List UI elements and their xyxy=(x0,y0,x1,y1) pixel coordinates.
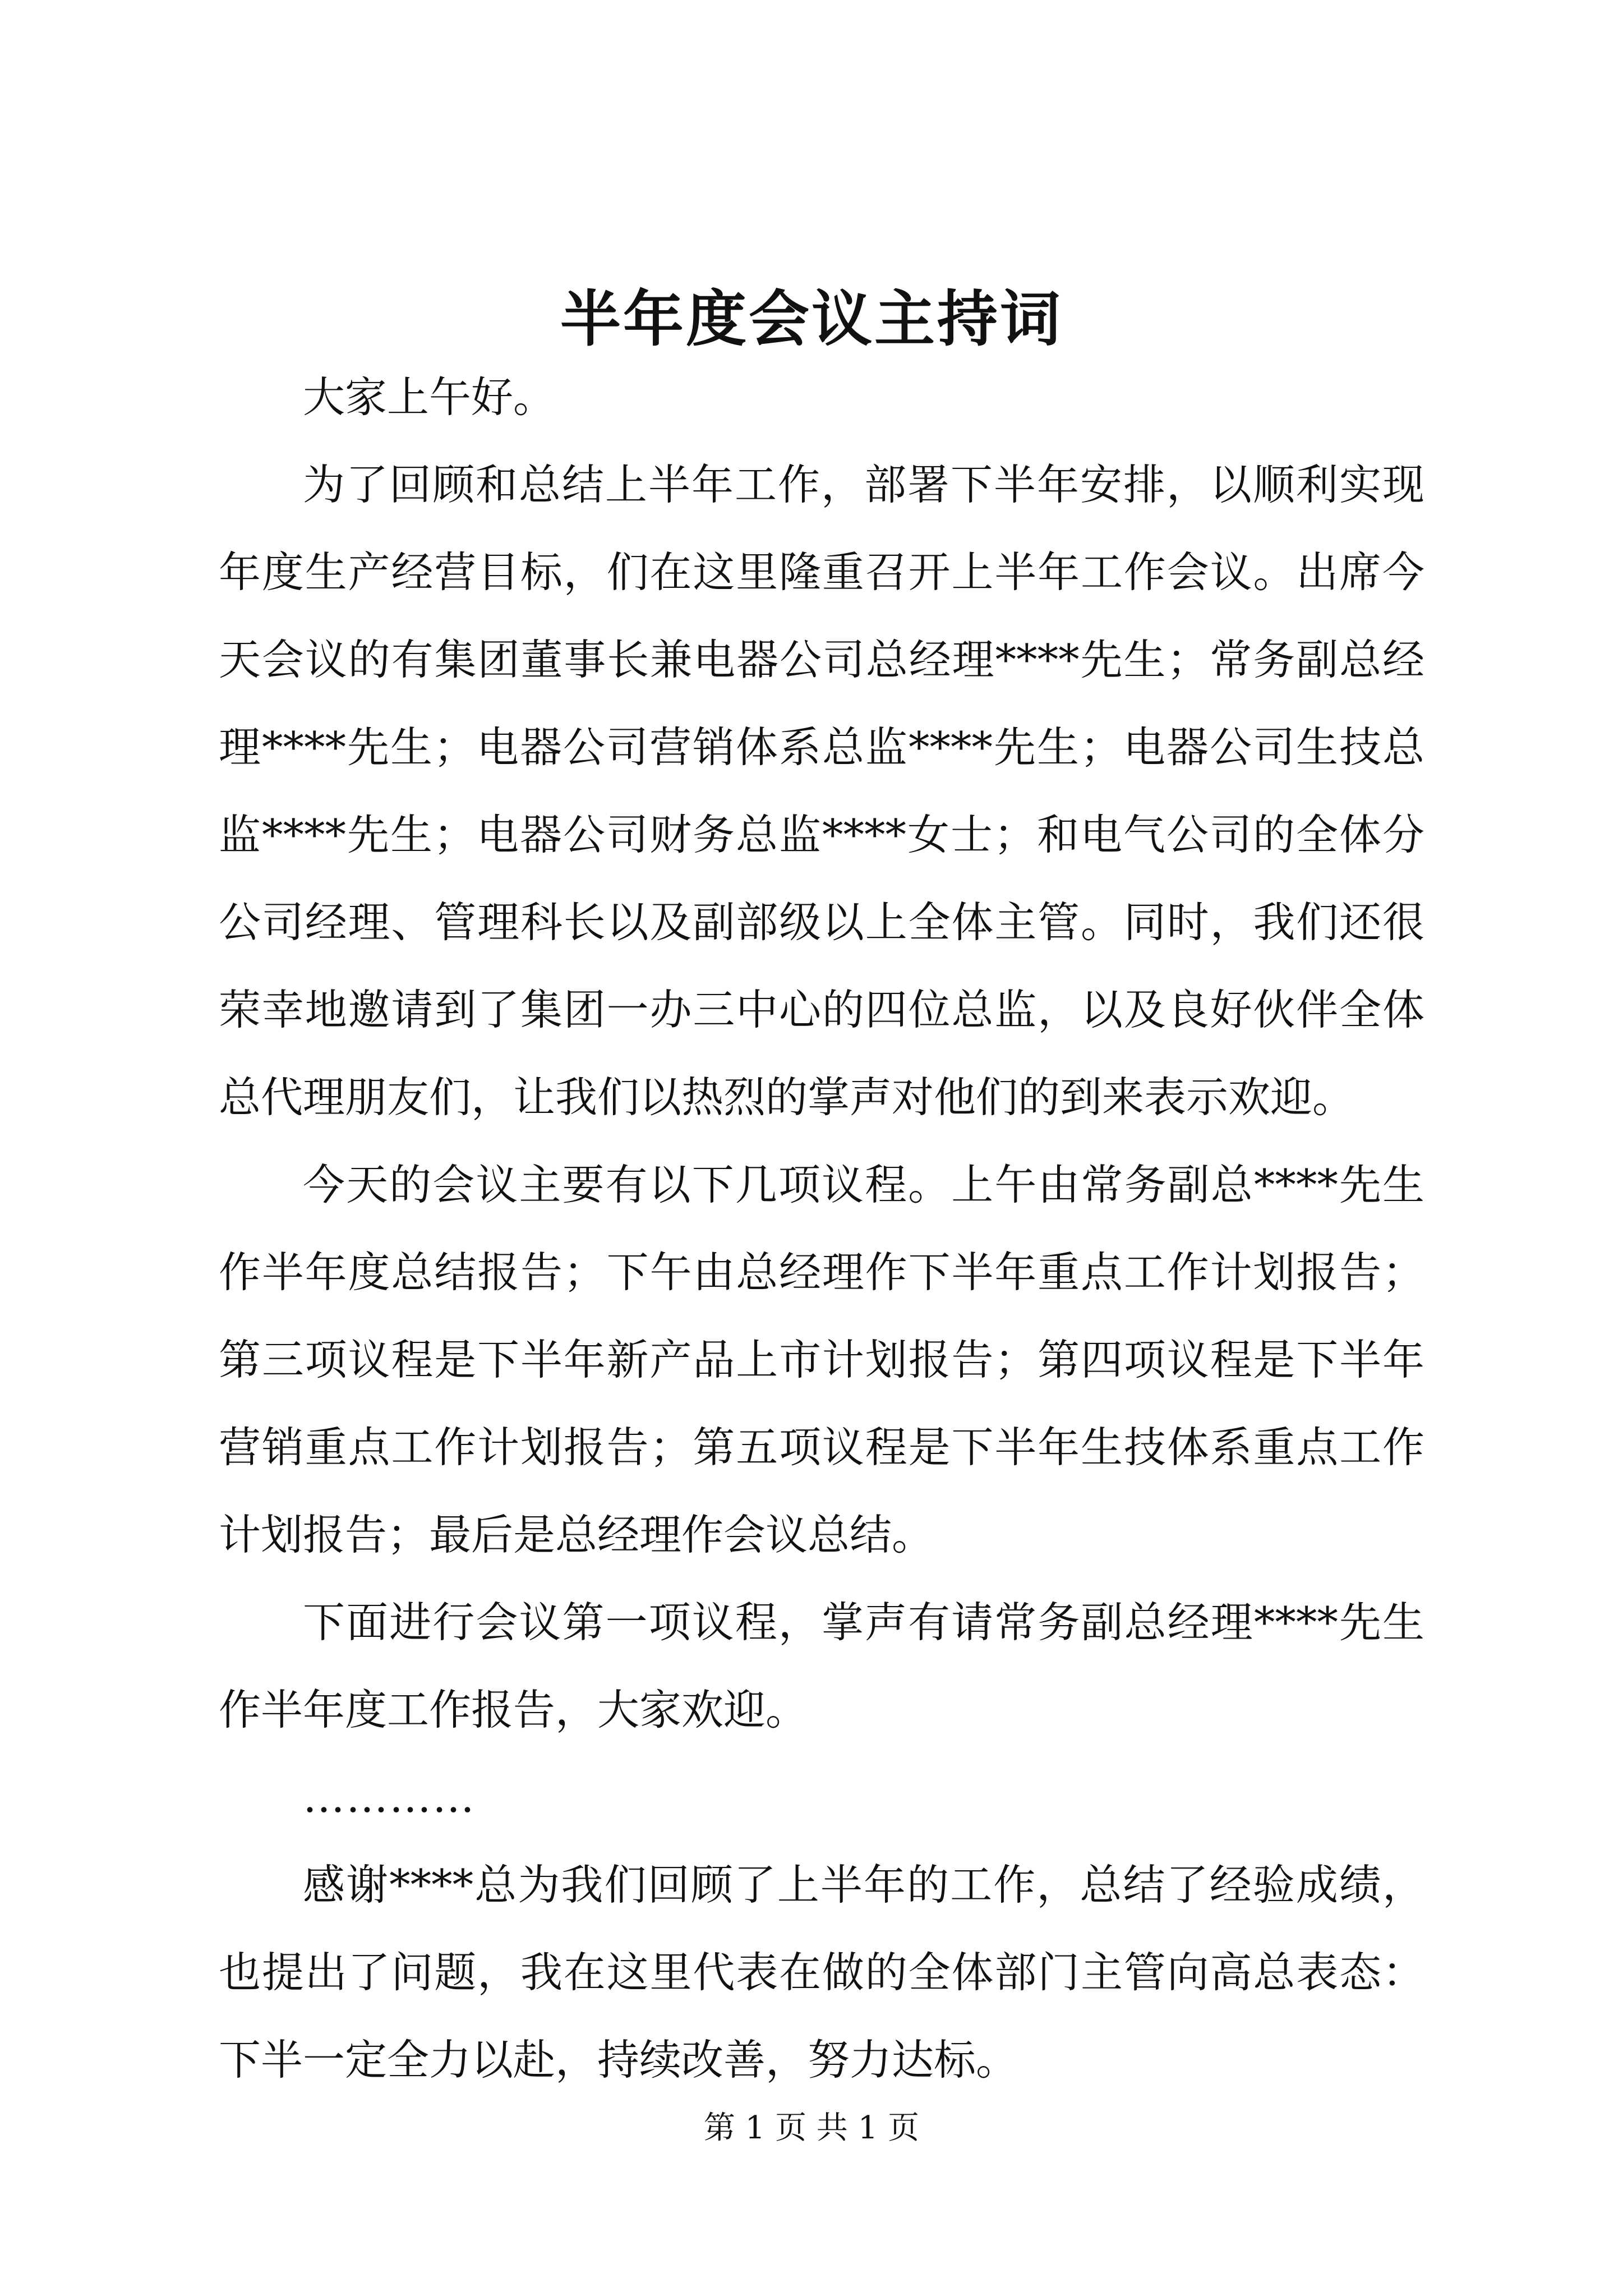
ellipsis-separator: ………… xyxy=(303,1773,476,1822)
opening-paragraph: 为了回顾和总结上半年工作，部署下半年安排，以顺利实现年度生产经营目标，们在这里隆重召开上半年工作会议。出席今天会议的有集团董事长兼电器公司总经理****先生；常务副总经理****先生；电器公司营销体系总监****先生；电器公司生技总监****先生；电器公司财务总监****女士；和电气公司的全体分公司经理、管理科长以及副部级以上全体主管。同时，我们还很荣幸地邀请到了集团一办三中心的四位总监，以及良好伙伴全体总代理朋友们，让我们以热烈的掌声对他们的到来表示欢迎。 xyxy=(219,460,1424,1122)
first-agenda-item-paragraph: 下面进行会议第一项议程，掌声有请常务副总经理****先生作半年度工作报告，大家欢迎。 xyxy=(219,1598,1424,1734)
closing-paragraph: 感谢****总为我们回顾了上半年的工作，总结了经验成绩，也提出了问题，我在这里代表在做的全体部门主管向高总表态：下半一定全力以赴，持续改善，努力达标。 xyxy=(219,1860,1424,2085)
document-body xyxy=(219,353,1424,2104)
page-footer: 第 1 页 共 1 页 xyxy=(703,2110,920,2146)
agenda-paragraph: 今天的会议主要有以下几项议程。上午由常务副总****先生作半年度总结报告；下午由总经理作下半年重点工作计划报告；第三项议程是下半年新产品上市计划报告；第四项议程是下半年营销重点工作计划报告；第五项议程是下半年生技体系重点工作计划报告；最后是总经理作会议总结。 xyxy=(219,1160,1424,1559)
document-title: 半年度会议主持词 xyxy=(560,284,1063,355)
greeting-paragraph: 大家上午好。 xyxy=(303,372,556,422)
